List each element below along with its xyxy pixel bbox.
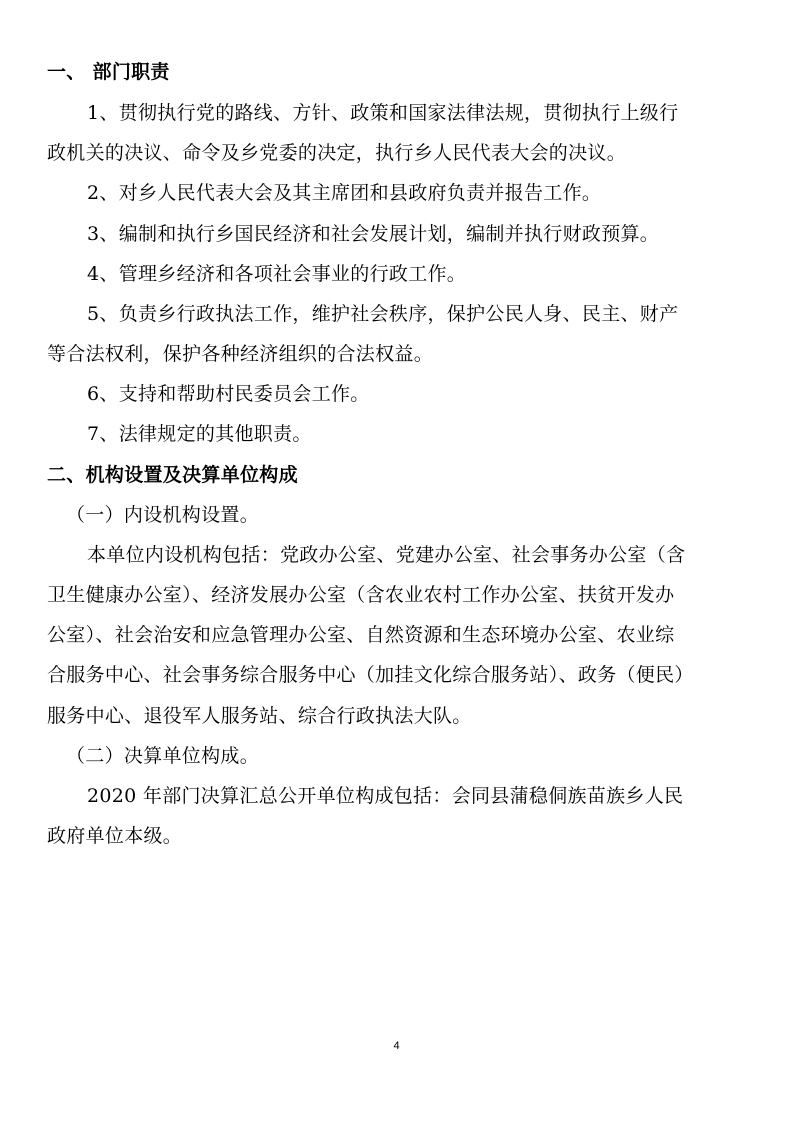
duty-1-line-2: 政机关的决议、命令及乡党委的决定，执行乡人民代表大会的决议。 [47,142,627,164]
final-accounts-line-2: 政府单位本级。 [47,825,183,847]
internal-structure-line-3: 公室）、社会治安和应急管理办公室、自然资源和生态环境办公室、农业综 [47,624,675,646]
internal-structure-line-4: 合服务中心、社会事务综合服务中心（加挂文化综合服务站）、政务（便民） [47,664,694,686]
subsection-final-accounts-title: （二）决算单位构成。 [66,745,260,767]
section-heading-duties: 一、 部门职责 [47,61,170,83]
subsection-internal-structure-title: （一）内设机构设置。 [66,504,260,526]
duty-5-line-1: 5、负责乡行政执法工作，维护社会秩序，保护公民人身、民主、财产 [87,303,679,325]
duty-4: 4、管理乡经济和各项社会事业的行政工作。 [87,263,467,285]
duty-6: 6、支持和帮助村民委员会工作。 [87,383,370,405]
duty-1-line-1: 1、贯彻执行党的路线、方针、政策和国家法律法规，贯彻执行上级行 [87,102,679,124]
duty-2: 2、对乡人民代表大会及其主席团和县政府负责并报告工作。 [87,182,602,204]
internal-structure-line-1: 本单位内设机构包括：党政办公室、党建办公室、社会事务办公室（含 [87,544,686,566]
internal-structure-line-5: 服务中心、退役军人服务站、综合行政执法大队。 [47,705,472,727]
final-accounts-line-1: 2020 年部门决算汇总公开单位构成包括：会同县蒲稳侗族苗族乡人民 [87,785,684,807]
duty-5-line-2: 等合法权利，保护各种经济组织的合法权益。 [47,343,434,365]
duty-7: 7、法律规定的其他职责。 [87,423,312,445]
internal-structure-line-2: 卫生健康办公室）、经济发展办公室（含农业农村工作办公室、扶贫开发办 [47,584,675,606]
page-number: 4 [393,1040,400,1052]
section-heading-structure: 二、机构设置及决算单位构成 [47,464,298,486]
duty-3: 3、编制和执行乡国民经济和社会发展计划，编制并执行财政预算。 [87,223,660,245]
